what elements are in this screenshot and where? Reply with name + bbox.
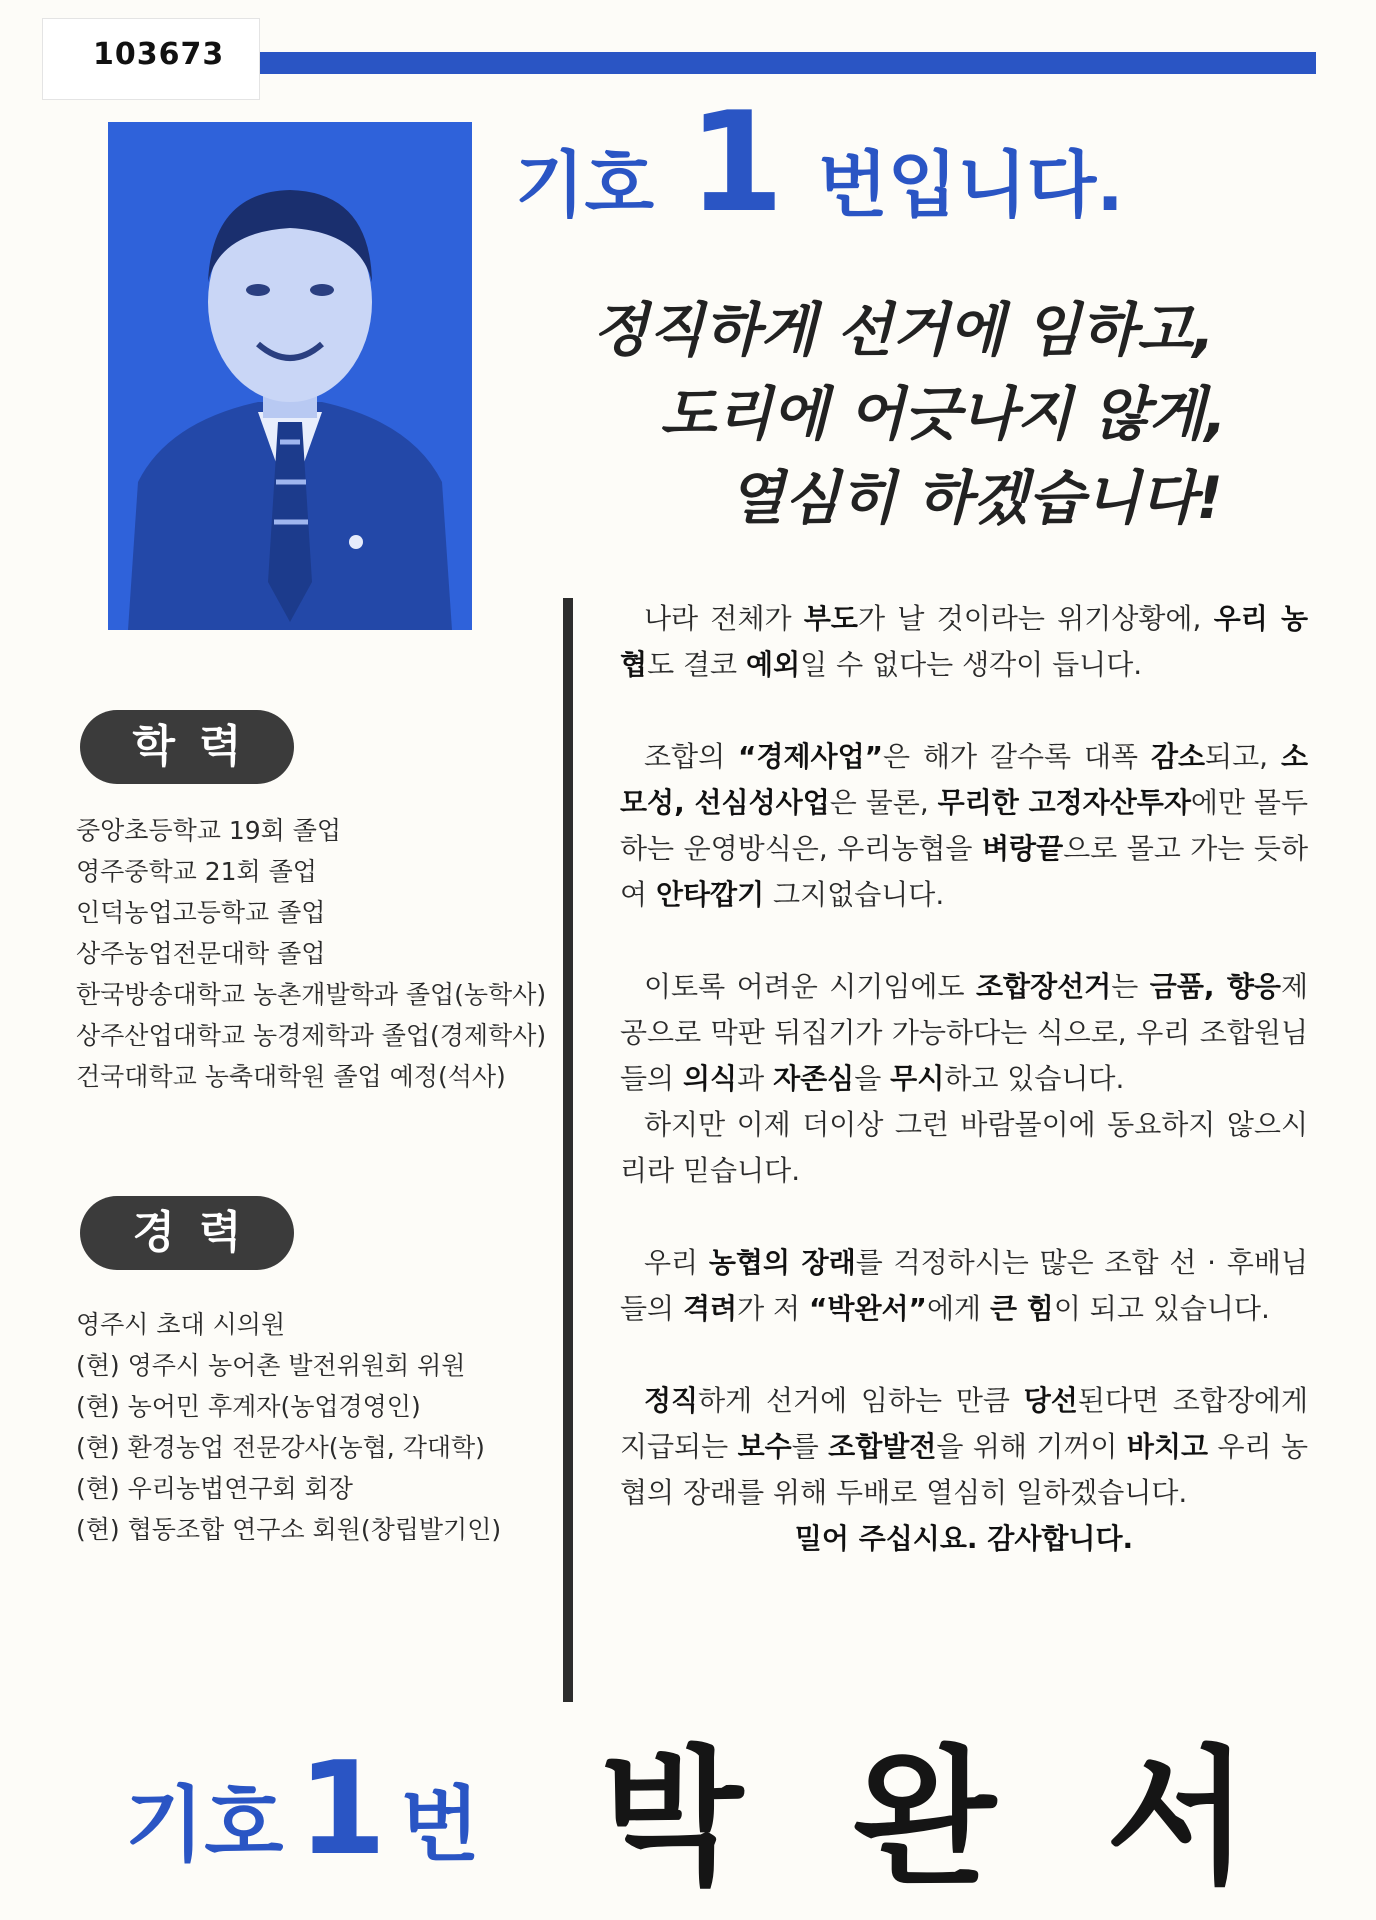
list-item: (현) 우리농법연구회 회장 xyxy=(76,1474,353,1503)
campaign-message xyxy=(620,596,1308,1608)
header-rule xyxy=(260,52,1316,74)
ballot-number: 1 xyxy=(688,82,785,243)
slogan-line: 정직하게 선거에 임하고, xyxy=(592,296,1215,364)
career-list xyxy=(76,1304,556,1550)
candidate-photo xyxy=(108,122,472,630)
slogan-line: 열심히 하겠습니다! xyxy=(728,464,1223,532)
ballot-suffix: 번입니다. xyxy=(818,143,1124,227)
slogan xyxy=(560,288,1320,540)
candidate-name: 박완서 xyxy=(600,1732,1359,1904)
footer-suffix: 번 xyxy=(400,1778,480,1873)
ballot-prefix: 기호 xyxy=(515,143,655,227)
closing-line: 밀어 주십시요. 감사합니다. xyxy=(794,1522,1134,1555)
paragraph: 조합의 “경제사업”은 해가 갈수록 대폭 감소되고, 소모성, 선심성사업은 물론, 무리한 고정자산투자에만 몰두하는 운영방식은, 우리농협을 벼랑끝으로 몰고 가는 듯하여 안타깝기 그지없습니다. xyxy=(620,740,1308,911)
ballot-number-heading xyxy=(515,82,1295,243)
footer-number: 1 xyxy=(297,1735,387,1884)
list-item: 상주농업전문대학 졸업 xyxy=(76,939,326,968)
paragraph: 우리 농협의 장래를 걱정하시는 많은 조합 선 · 후배님들의 격려가 저 “박완서”에게 큰 힘이 되고 있습니다. xyxy=(620,1246,1308,1325)
list-item: 영주시 초대 시의원 xyxy=(76,1310,286,1339)
column-divider xyxy=(563,598,573,1702)
list-item: 인덕농업고등학교 졸업 xyxy=(76,898,326,927)
list-item: (현) 영주시 농어촌 발전위원회 위원 xyxy=(76,1351,466,1380)
footer-ballot-number xyxy=(125,1735,480,1885)
paragraph: 정직하게 선거에 임하는 만큼 당선된다면 조합장에게 지급되는 보수를 조합발전을 위해 기꺼이 바치고 우리 농협의 장래를 위해 두배로 열심히 일하겠습니다. xyxy=(620,1384,1309,1509)
list-item: (현) 환경농업 전문강사(농협, 각대학) xyxy=(76,1433,485,1462)
list-item: (현) 협동조합 연구소 회원(창립발기인) xyxy=(76,1515,502,1544)
paragraph: 하지만 이제 더이상 그런 바람몰이에 동요하지 않으시리라 믿습니다. xyxy=(620,1108,1308,1187)
footer-prefix: 기호 xyxy=(125,1778,284,1873)
list-item: 상주산업대학교 농경제학과 졸업(경제학사) xyxy=(76,1021,547,1050)
list-item: 영주중학교 21회 졸업 xyxy=(76,857,317,886)
slogan-line: 도리에 어긋나지 않게, xyxy=(660,380,1227,448)
list-item: 중앙초등학교 19회 졸업 xyxy=(76,816,342,845)
list-item: (현) 농어민 후계자(농업경영인) xyxy=(76,1392,421,1421)
education-heading: 학력 xyxy=(80,710,294,784)
career-heading: 경력 xyxy=(80,1196,294,1270)
education-list xyxy=(76,810,556,1097)
paragraph: 이토록 어려운 시기임에도 조합장선거는 금품, 향응제공으로 막판 뒤집기가 가능하다는 식으로, 우리 조합원님들의 의식과 자존심을 무시하고 있습니다. xyxy=(620,970,1309,1095)
paragraph: 나라 전체가 부도가 날 것이라는 위기상황에, 우리 농협도 결코 예외일 수 없다는 생각이 듭니다. xyxy=(620,602,1308,681)
document-id-label: 103673 xyxy=(42,18,260,100)
list-item: 건국대학교 농축대학원 졸업 예정(석사) xyxy=(76,1062,506,1091)
candidate-portrait-illustration xyxy=(108,122,472,630)
list-item: 한국방송대학교 농촌개발학과 졸업(농학사) xyxy=(76,980,547,1009)
